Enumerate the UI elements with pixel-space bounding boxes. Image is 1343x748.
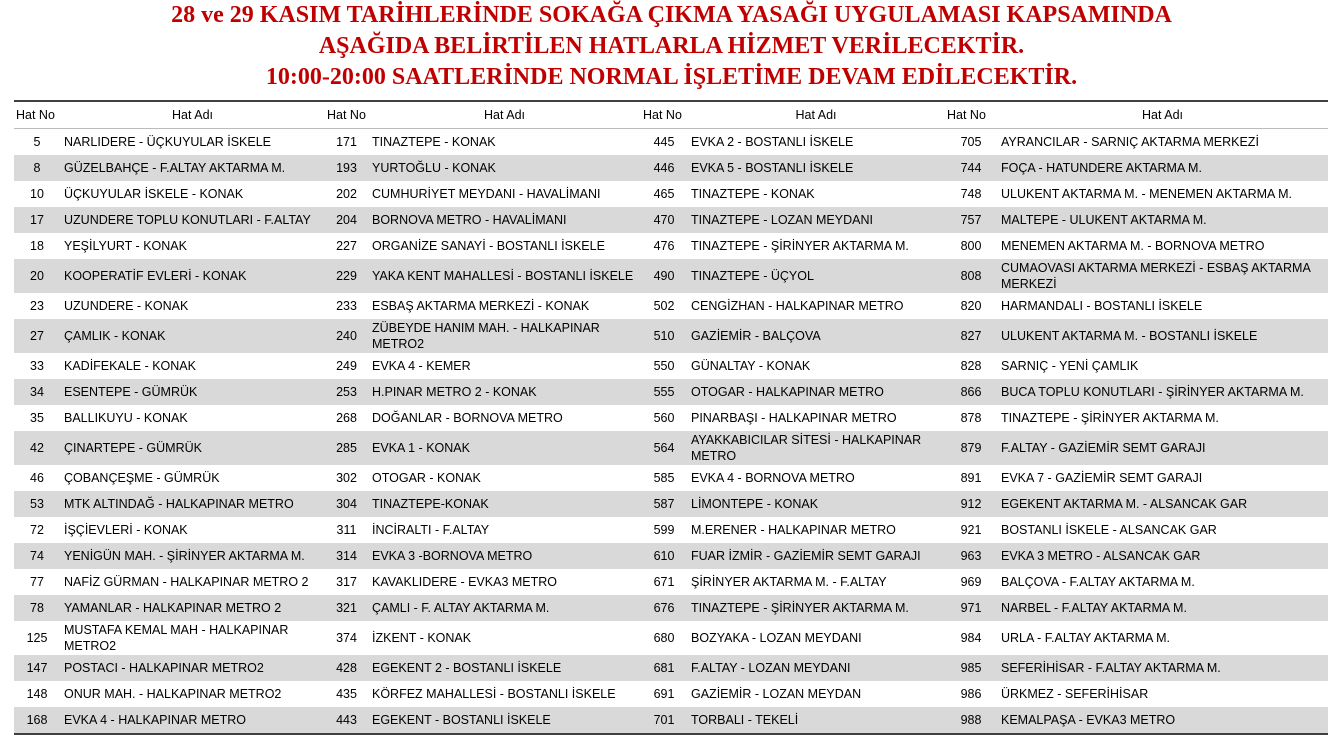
title-line-3: 10:00-20:00 SAATLERİNDE NORMAL İŞLETİME DEVAM EDİLECEKTİR. [265, 64, 1078, 90]
route-number: 314 [325, 543, 368, 569]
route-name: AYRANCILAR - SARNIÇ AKTARMA MERKEZİ [997, 129, 1328, 156]
route-name: GÜZELBAHÇE - F.ALTAY AKTARMA M. [60, 155, 325, 181]
route-name: UZUNDERE - KONAK [60, 293, 325, 319]
route-name: BORNOVA METRO - HAVALİMANI [368, 207, 641, 233]
route-number: 317 [325, 569, 368, 595]
route-name: EVKA 3 -BORNOVA METRO [368, 543, 641, 569]
route-name: ÜRKMEZ - SEFERİHİSAR [997, 681, 1328, 707]
route-name: ÇOBANÇEŞME - GÜMRÜK [60, 465, 325, 491]
route-number: 168 [14, 707, 60, 734]
table-row [14, 405, 1328, 431]
route-name: MUSTAFA KEMAL MAH - HALKAPINAR METRO2 [60, 621, 325, 655]
table-row [14, 595, 1328, 621]
route-number: 125 [14, 621, 60, 655]
route-name: OTOGAR - HALKAPINAR METRO [687, 379, 945, 405]
route-number: 587 [641, 491, 687, 517]
route-number: 564 [641, 431, 687, 465]
route-name: BALLIKUYU - KONAK [60, 405, 325, 431]
route-number: 971 [945, 595, 997, 621]
route-name: EVKA 5 - BOSTANLI İSKELE [687, 155, 945, 181]
route-number: 969 [945, 569, 997, 595]
table-row [14, 517, 1328, 543]
route-name: LİMONTEPE - KONAK [687, 491, 945, 517]
route-name: FUAR İZMİR - GAZİEMİR SEMT GARAJI [687, 543, 945, 569]
route-name: CUMHURİYET MEYDANI - HAVALİMANI [368, 181, 641, 207]
route-number: 560 [641, 405, 687, 431]
route-number: 599 [641, 517, 687, 543]
route-name: KÖRFEZ MAHALLESİ - BOSTANLI İSKELE [368, 681, 641, 707]
route-name: İNCİRALTI - F.ALTAY [368, 517, 641, 543]
table-row [14, 293, 1328, 319]
header-route-name: Hat Adı [997, 101, 1328, 129]
route-name: FOÇA - HATUNDERE AKTARMA M. [997, 155, 1328, 181]
table-row [14, 129, 1328, 156]
table-row [14, 155, 1328, 181]
route-name: H.PINAR METRO 2 - KONAK [368, 379, 641, 405]
route-name: ONUR MAH. - HALKAPINAR METRO2 [60, 681, 325, 707]
route-number: 963 [945, 543, 997, 569]
route-number: 748 [945, 181, 997, 207]
route-number: 476 [641, 233, 687, 259]
table-row [14, 543, 1328, 569]
route-name: POSTACI - HALKAPINAR METRO2 [60, 655, 325, 681]
route-name: HARMANDALI - BOSTANLI İSKELE [997, 293, 1328, 319]
route-name: EVKA 3 METRO - ALSANCAK GAR [997, 543, 1328, 569]
route-name: TINAZTEPE - ŞİRİNYER AKTARMA M. [687, 595, 945, 621]
route-number: 18 [14, 233, 60, 259]
route-number: 502 [641, 293, 687, 319]
header-route-no: Hat No [325, 101, 368, 129]
route-number: 757 [945, 207, 997, 233]
route-name: TINAZTEPE - KONAK [368, 129, 641, 156]
route-name: GAZİEMİR - BALÇOVA [687, 319, 945, 353]
route-number: 985 [945, 655, 997, 681]
route-number: 986 [945, 681, 997, 707]
route-name: TINAZTEPE-KONAK [368, 491, 641, 517]
table-row [14, 181, 1328, 207]
table-row [14, 491, 1328, 517]
route-name: TINAZTEPE - ÜÇYOL [687, 259, 945, 293]
route-name: BOZYAKA - LOZAN MEYDANI [687, 621, 945, 655]
route-number: 20 [14, 259, 60, 293]
route-number: 147 [14, 655, 60, 681]
table-row [14, 655, 1328, 681]
route-name: İZKENT - KONAK [368, 621, 641, 655]
route-number: 253 [325, 379, 368, 405]
route-name: MENEMEN AKTARMA M. - BORNOVA METRO [997, 233, 1328, 259]
route-name: GAZİEMİR - LOZAN MEYDAN [687, 681, 945, 707]
title-line-2: AŞAĞIDA BELİRTİLEN HATLARLA HİZMET VERİLECEKTİR. [318, 33, 1025, 59]
route-name: EVKA 4 - KEMER [368, 353, 641, 379]
route-number: 240 [325, 319, 368, 353]
route-number: 148 [14, 681, 60, 707]
header-route-name: Hat Adı [60, 101, 325, 129]
header-route-name: Hat Adı [687, 101, 945, 129]
route-name: KADİFEKALE - KONAK [60, 353, 325, 379]
route-number: 268 [325, 405, 368, 431]
route-number: 510 [641, 319, 687, 353]
route-number: 676 [641, 595, 687, 621]
table-header-row [14, 101, 1328, 129]
route-number: 808 [945, 259, 997, 293]
route-number: 435 [325, 681, 368, 707]
route-name: EGEKENT AKTARMA M. - ALSANCAK GAR [997, 491, 1328, 517]
route-name: NAFİZ GÜRMAN - HALKAPINAR METRO 2 [60, 569, 325, 595]
announcement-title [0, 0, 1343, 93]
table-row [14, 681, 1328, 707]
route-number: 304 [325, 491, 368, 517]
route-number: 23 [14, 293, 60, 319]
route-number: 202 [325, 181, 368, 207]
route-name: ÇINARTEPE - GÜMRÜK [60, 431, 325, 465]
route-number: 227 [325, 233, 368, 259]
route-number: 891 [945, 465, 997, 491]
route-number: 585 [641, 465, 687, 491]
route-name: F.ALTAY - LOZAN MEYDANI [687, 655, 945, 681]
route-number: 912 [945, 491, 997, 517]
route-name: ESENTEPE - GÜMRÜK [60, 379, 325, 405]
route-number: 800 [945, 233, 997, 259]
route-name: ZÜBEYDE HANIM MAH. - HALKAPINAR METRO2 [368, 319, 641, 353]
route-name: TORBALI - TEKELİ [687, 707, 945, 734]
route-name: URLA - F.ALTAY AKTARMA M. [997, 621, 1328, 655]
route-name: EVKA 1 - KONAK [368, 431, 641, 465]
route-number: 302 [325, 465, 368, 491]
route-number: 321 [325, 595, 368, 621]
route-number: 78 [14, 595, 60, 621]
route-name: YAMANLAR - HALKAPINAR METRO 2 [60, 595, 325, 621]
route-name: KOOPERATİF EVLERİ - KONAK [60, 259, 325, 293]
route-name: YAKA KENT MAHALLESİ - BOSTANLI İSKELE [368, 259, 641, 293]
route-name: BUCA TOPLU KONUTLARI - ŞİRİNYER AKTARMA M. [997, 379, 1328, 405]
route-name: EGEKENT 2 - BOSTANLI İSKELE [368, 655, 641, 681]
route-number: 555 [641, 379, 687, 405]
route-number: 10 [14, 181, 60, 207]
route-name: SARNIÇ - YENİ ÇAMLIK [997, 353, 1328, 379]
route-number: 193 [325, 155, 368, 181]
route-number: 35 [14, 405, 60, 431]
route-number: 77 [14, 569, 60, 595]
route-number: 285 [325, 431, 368, 465]
table-row [14, 207, 1328, 233]
route-number: 311 [325, 517, 368, 543]
route-name: ESBAŞ AKTARMA MERKEZİ - KONAK [368, 293, 641, 319]
route-number: 42 [14, 431, 60, 465]
route-number: 701 [641, 707, 687, 734]
table-row [14, 259, 1328, 293]
route-name: NARBEL - F.ALTAY AKTARMA M. [997, 595, 1328, 621]
route-name: KEMALPAŞA - EVKA3 METRO [997, 707, 1328, 734]
route-number: 374 [325, 621, 368, 655]
route-number: 470 [641, 207, 687, 233]
header-route-no: Hat No [14, 101, 60, 129]
route-number: 744 [945, 155, 997, 181]
route-number: 204 [325, 207, 368, 233]
route-number: 705 [945, 129, 997, 156]
table-row [14, 707, 1328, 734]
route-number: 490 [641, 259, 687, 293]
route-number: 46 [14, 465, 60, 491]
table-row [14, 233, 1328, 259]
table-row [14, 569, 1328, 595]
route-number: 827 [945, 319, 997, 353]
route-number: 671 [641, 569, 687, 595]
route-name: BALÇOVA - F.ALTAY AKTARMA M. [997, 569, 1328, 595]
route-name: İŞÇİEVLERİ - KONAK [60, 517, 325, 543]
route-name: EVKA 2 - BOSTANLI İSKELE [687, 129, 945, 156]
route-name: ULUKENT AKTARMA M. - BOSTANLI İSKELE [997, 319, 1328, 353]
route-name: EVKA 4 - BORNOVA METRO [687, 465, 945, 491]
route-number: 233 [325, 293, 368, 319]
route-number: 866 [945, 379, 997, 405]
header-route-no: Hat No [641, 101, 687, 129]
route-name: TINAZTEPE - ŞİRİNYER AKTARMA M. [997, 405, 1328, 431]
route-name: ÇAMLI - F. ALTAY AKTARMA M. [368, 595, 641, 621]
route-number: 691 [641, 681, 687, 707]
route-name: ORGANİZE SANAYİ - BOSTANLI İSKELE [368, 233, 641, 259]
route-number: 921 [945, 517, 997, 543]
route-number: 72 [14, 517, 60, 543]
route-name: M.ERENER - HALKAPINAR METRO [687, 517, 945, 543]
route-name: ULUKENT AKTARMA M. - MENEMEN AKTARMA M. [997, 181, 1328, 207]
route-number: 465 [641, 181, 687, 207]
route-name: CENGİZHAN - HALKAPINAR METRO [687, 293, 945, 319]
table-row [14, 621, 1328, 655]
header-route-name: Hat Adı [368, 101, 641, 129]
route-name: KAVAKLIDERE - EVKA3 METRO [368, 569, 641, 595]
table-row [14, 319, 1328, 353]
route-number: 8 [14, 155, 60, 181]
table-row [14, 353, 1328, 379]
route-number: 879 [945, 431, 997, 465]
table-row [14, 431, 1328, 465]
route-name: MTK ALTINDAĞ - HALKAPINAR METRO [60, 491, 325, 517]
route-name: PINARBAŞI - HALKAPINAR METRO [687, 405, 945, 431]
route-name: ÇAMLIK - KONAK [60, 319, 325, 353]
route-number: 988 [945, 707, 997, 734]
route-number: 171 [325, 129, 368, 156]
route-table-body [14, 129, 1328, 735]
route-number: 34 [14, 379, 60, 405]
route-number: 443 [325, 707, 368, 734]
route-name: EVKA 7 - GAZİEMİR SEMT GARAJI [997, 465, 1328, 491]
title-line-1: 28 ve 29 KASIM TARİHLERİNDE SOKAĞA ÇIKMA YASAĞI UYGULAMASI KAPSAMINDA [171, 2, 1172, 28]
route-number: 33 [14, 353, 60, 379]
route-name: EVKA 4 - HALKAPINAR METRO [60, 707, 325, 734]
route-name: ÜÇKUYULAR İSKELE - KONAK [60, 181, 325, 207]
route-name: TINAZTEPE - KONAK [687, 181, 945, 207]
route-number: 680 [641, 621, 687, 655]
header-route-no: Hat No [945, 101, 997, 129]
route-number: 446 [641, 155, 687, 181]
route-number: 610 [641, 543, 687, 569]
route-number: 984 [945, 621, 997, 655]
route-name: YURTOĞLU - KONAK [368, 155, 641, 181]
route-name: ŞİRİNYER AKTARMA M. - F.ALTAY [687, 569, 945, 595]
route-name: NARLIDERE - ÜÇKUYULAR İSKELE [60, 129, 325, 156]
route-name: YEŞİLYURT - KONAK [60, 233, 325, 259]
route-name: F.ALTAY - GAZİEMİR SEMT GARAJI [997, 431, 1328, 465]
table-row [14, 379, 1328, 405]
route-number: 445 [641, 129, 687, 156]
route-name: BOSTANLI İSKELE - ALSANCAK GAR [997, 517, 1328, 543]
route-number: 878 [945, 405, 997, 431]
route-name: YENİGÜN MAH. - ŞİRİNYER AKTARMA M. [60, 543, 325, 569]
route-number: 5 [14, 129, 60, 156]
route-name: SEFERİHİSAR - F.ALTAY AKTARMA M. [997, 655, 1328, 681]
route-number: 17 [14, 207, 60, 233]
route-number: 27 [14, 319, 60, 353]
route-name: TINAZTEPE - ŞİRİNYER AKTARMA M. [687, 233, 945, 259]
table-row [14, 465, 1328, 491]
route-name: GÜNALTAY - KONAK [687, 353, 945, 379]
route-name: AYAKKABICILAR SİTESİ - HALKAPINAR METRO [687, 431, 945, 465]
route-number: 229 [325, 259, 368, 293]
route-number: 249 [325, 353, 368, 379]
route-number: 820 [945, 293, 997, 319]
route-number: 681 [641, 655, 687, 681]
route-name: TINAZTEPE - LOZAN MEYDANI [687, 207, 945, 233]
route-number: 550 [641, 353, 687, 379]
route-name: UZUNDERE TOPLU KONUTLARI - F.ALTAY [60, 207, 325, 233]
route-table [14, 100, 1328, 735]
route-name: DOĞANLAR - BORNOVA METRO [368, 405, 641, 431]
route-name: OTOGAR - KONAK [368, 465, 641, 491]
route-number: 428 [325, 655, 368, 681]
route-name: CUMAOVASI AKTARMA MERKEZİ - ESBAŞ AKTARMA MERKEZİ [997, 259, 1328, 293]
route-number: 53 [14, 491, 60, 517]
route-number: 74 [14, 543, 60, 569]
route-number: 828 [945, 353, 997, 379]
route-name: EGEKENT - BOSTANLI İSKELE [368, 707, 641, 734]
route-name: MALTEPE - ULUKENT AKTARMA M. [997, 207, 1328, 233]
